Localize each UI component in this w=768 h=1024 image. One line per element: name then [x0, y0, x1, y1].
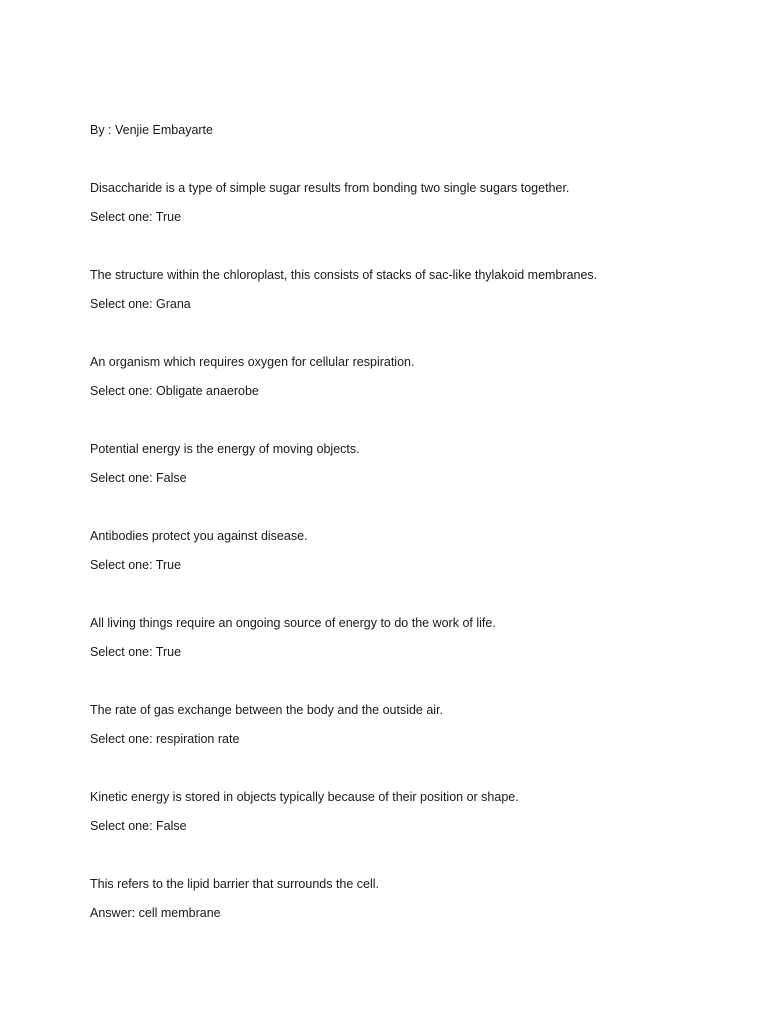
question-text: Antibodies protect you against disease.	[90, 529, 308, 543]
answer-text: Select one: True	[90, 558, 182, 572]
answer-text: Select one: True	[90, 210, 182, 224]
quiz-item	[90, 354, 730, 399]
answer-text: Select one: False	[90, 819, 187, 833]
question-text: The rate of gas exchange between the body and the outside air.	[90, 703, 444, 717]
question-text: The structure within the chloroplast, this consists of stacks of sac-like thylakoid membranes.	[90, 268, 598, 282]
question-text: All living things require an ongoing source of energy to do the work of life.	[90, 616, 496, 630]
answer-text: Select one: True	[90, 645, 182, 659]
answer-text: Answer: cell membrane	[90, 906, 221, 920]
quiz-item	[90, 441, 730, 486]
quiz-item	[90, 789, 730, 834]
question-text: Kinetic energy is stored in objects typically because of their position or shape.	[90, 790, 519, 804]
document-content	[90, 122, 730, 963]
quiz-item	[90, 528, 730, 573]
question-text: An organism which requires oxygen for cellular respiration.	[90, 355, 415, 369]
quiz-item	[90, 267, 730, 312]
author-line: By : Venjie Embayarte	[90, 123, 213, 137]
answer-text: Select one: respiration rate	[90, 732, 240, 746]
question-text: Disaccharide is a type of simple sugar results from bonding two single sugars together.	[90, 181, 570, 195]
quiz-item	[90, 615, 730, 660]
quiz-item	[90, 702, 730, 747]
question-text: This refers to the lipid barrier that surrounds the cell.	[90, 877, 380, 891]
quiz-item	[90, 180, 730, 225]
quiz-item	[90, 876, 730, 921]
question-text: Potential energy is the energy of moving objects.	[90, 442, 360, 456]
answer-text: Select one: Obligate anaerobe	[90, 384, 259, 398]
answer-text: Select one: Grana	[90, 297, 191, 311]
answer-text: Select one: False	[90, 471, 187, 485]
